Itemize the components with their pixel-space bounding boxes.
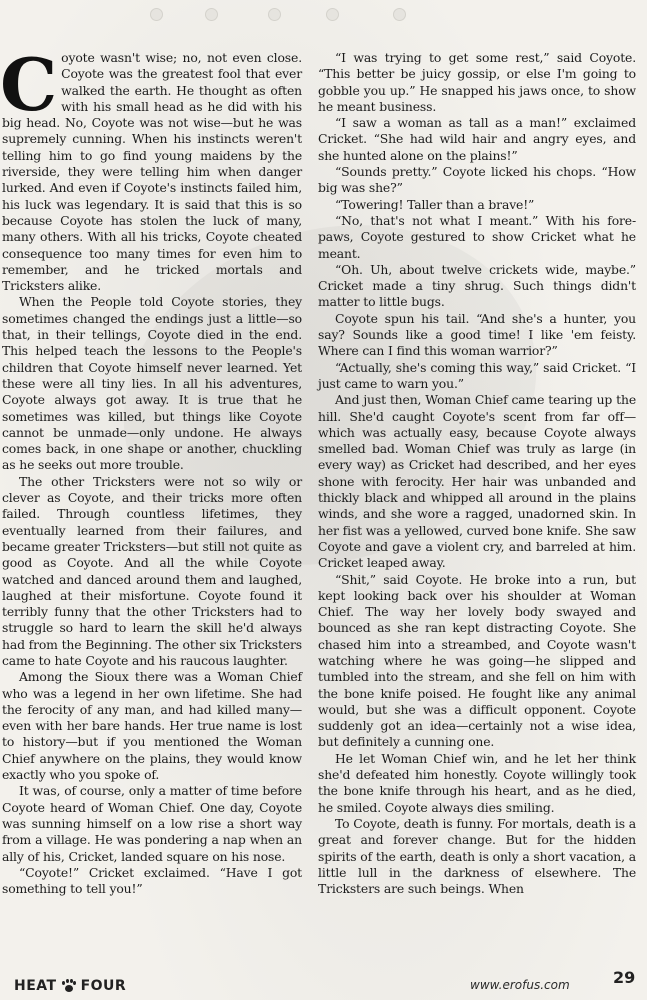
paragraph (0, 42, 302, 294)
magazine-name-left: HEAT (14, 978, 57, 994)
paragraph: “Towering! Taller than a brave!” (335, 196, 535, 212)
paragraph: It was, of course, only a matter of time before Coyote heard of Woman Chief. One day, Coyote was sunning himself on a low rise a short way from a village. He was pondering a nap when an ally of his, Cricket, landed square on his nose. (2, 783, 302, 864)
paragraph: To Coyote, death is funny. For mortals, death is a great and forever change. But for the hidden spirits of the earth, death is only a short vacation, a little lull in the darkness of elsewhere. The Tricksters are such beings. When (318, 815, 636, 897)
dot-ornament (205, 8, 218, 21)
paragraph: He let Woman Chief win, and he let her think she'd defeated him honestly. Coyote willingly took the bone knife through his heart, and as he died, he smiled. Coyote always dies smiling. (318, 750, 636, 815)
paw-print-icon (62, 979, 76, 993)
paragraph: Coyote spun his tail. “And she's a hunter, you say? Sounds like a good time! I like 'em feisty. Where can I find this woman warrior?” (318, 310, 636, 359)
paragraph: “I saw a woman as tall as a man!” exclaimed Cricket. “She had wild hair and angry eyes, and she hunted alone on the plains!” (318, 115, 636, 163)
left-column (0, 42, 302, 897)
dot-ornament (326, 8, 339, 21)
magazine-name (14, 978, 126, 994)
site-watermark: www.erofus.com (470, 978, 570, 992)
paragraph: Among the Sioux there was a Woman Chief who was a legend in her own lifetime. She had the ferocity of any man, and had killed many—even with her bare hands. Her true name is lost to history—but if you mentioned the Woman Chief anywhere on the plains, they would know exactly who you spoke of. (2, 669, 302, 783)
paragraph: “Oh. Uh, about twelve crickets wide, maybe.” Cricket made a tiny shrug. Such things didn't matter to little bugs. (318, 261, 636, 310)
drop-cap: C (0, 42, 58, 127)
paragraph: The other Tricksters were not so wily or clever as Coyote, and their tricks more often failed. Through countless lifetimes, they eventually learned from their failures, and became greater Tricksters—but still not quite as good as Coyote. And all the while Coyote watched and danced around them and laughed, laughed at their misfortune. Coyote found it terribly funny that the other Tricksters had to struggle so hard to learn the skill he'd always had from the Beginning. The other six Tricksters came to hate Coyote and his raucous laughter. (2, 473, 302, 668)
dot-ornament (150, 8, 163, 21)
dot-ornament (268, 8, 281, 21)
page-footer (0, 968, 647, 1000)
decorative-dots (150, 8, 450, 28)
paragraph-text: oyote wasn't wise; no, not even close. Coyote was the greatest fool that ever walked the earth. He thought as often with his small head as he did with his big head. No, Coyote was not wise—but he was supremely cunning. When his instincts weren't telling him to go find young maidens by the riverside, they were telling him when danger lurked. And even if Coyote's instincts failed him, his luck was legendary. It is said that this is so because Coyote has stolen the luck of many, many others. With all his tricks, Coyote cheated consequence too many times for even him to remember, and he tricked mortals and Tricksters alike. (2, 50, 302, 294)
paragraph: And just then, Woman Chief came tearing up the hill. She'd caught Coyote's scent from far off—which was actually easy, because Coyote always smelled bad. Woman Chief was truly as large (in every way) as Cricket had described, and her eyes shone with ferocity. Her hair was unbanded and thickly black and whipped all around in the plains winds, and she wore a ragged, unadorned skin. In her fist was a yellowed, curved bone knife. She saw Coyote and gave a violent cry, and barreled at him. Cricket leaped away. (318, 392, 636, 571)
paragraph: “Shit,” said Coyote. He broke into a run, but kept looking back over his shoulder at Woman Chief. The way her lovely body swayed and bounced as she ran kept distracting Coyote. She chased him into a streambed, and Coyote wasn't watching where he was going—he slipped and tumbled into the stream, and she fell on him with the bone knife poised. He fought like any animal would, but she was a difficult opponent. Coyote suddenly got an idea—certainly not a wise idea, but definitely a cunning one. (318, 571, 636, 750)
page-number: 29 (613, 968, 636, 987)
magazine-name-right: FOUR (80, 978, 127, 994)
paragraph: “I was trying to get some rest,” said Coyote. “This better be juicy gossip, or else I'm going to gobble you up.” He snapped his jaws once, to show he meant business. (318, 50, 636, 114)
right-column (318, 50, 636, 897)
paragraph: “Sounds pretty.” Coyote licked his chops. “How big was she?” (318, 164, 636, 196)
dot-ornament (393, 8, 406, 21)
paragraph: “Coyote!” Cricket exclaimed. “Have I got something to tell you!” (2, 864, 302, 897)
paragraph: “Actually, she's coming this way,” said Cricket. “I just came to warn you.” (318, 359, 636, 391)
paragraph: When the People told Coyote stories, they sometimes changed the endings just a little—so that, in their tellings, Coyote died in the end. This helped teach the lessons to the People's children that Coyote himself never learned. Yet these were all tiny lies. In all his adventures, Coyote always got away. It is true that he sometimes was killed, but things like Coyote cannot be unmade—only undone. He always comes back, in one shape or another, chuckling as he seeks out more trouble. (2, 294, 302, 473)
paragraph: “No, that's not what I meant.” With his fore-paws, Coyote gestured to show Cricket what he meant. (318, 212, 636, 261)
